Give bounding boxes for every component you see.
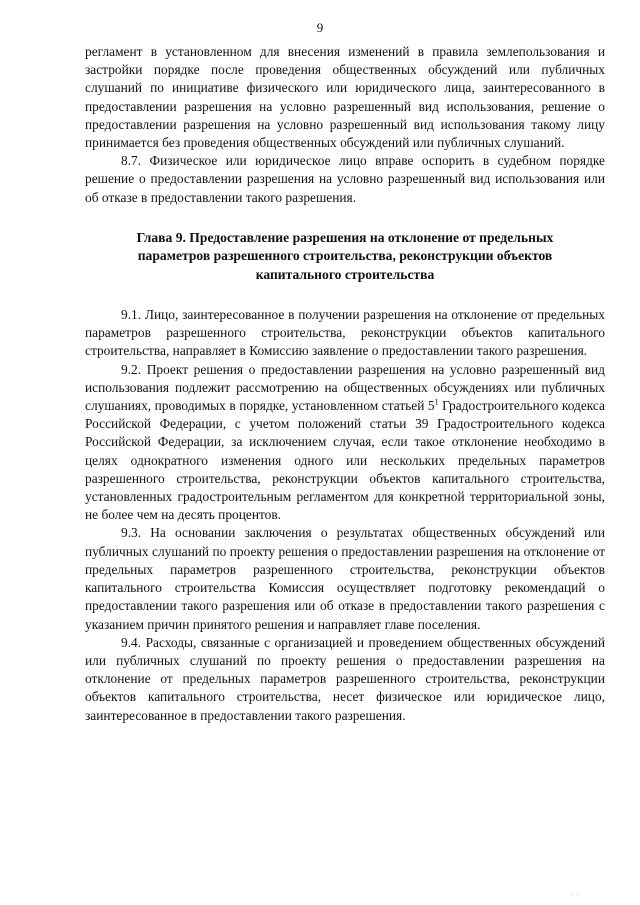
- page-number: 9: [316, 20, 324, 35]
- chapter-heading-line-2: параметров разрешенного строительства, реконструкции объектов: [137, 248, 553, 264]
- paragraph-9-4: 9.4. Расходы, связанные с организацией и проведением общественных обсуждений или публичных слушаний по проекту решения о предоставлении разрешения на отклонение от предельных параметров разрешенного строительства, реконструкции объектов капитального строительства, несет физическое или юридическое лицо, заинтересованное в предоставлении такого разрешения.: [85, 634, 605, 723]
- scan-mark: · ·: [570, 891, 580, 899]
- continuation-paragraph: регламент в установленном для внесения изменений в правила землепользования и застройки порядке после проведения общественных обсуждений или публичных слушаний по инициативе физического или юридического лица, заинтересованного в предоставлении разрешения на условно разрешенный вид использования, решение о предоставлении разрешения на условно разрешенный вид использования такому лицу принимается без проведения общественных обсуждений или публичных слушаний.: [85, 44, 605, 151]
- paragraph-9-2-part-2: Градостроительного кодекса Российской Федерации, с учетом положений статьи 39 Градостроительного кодекса Российской Федерации, за исключением случая, если такое отклонение необходимо в целях однократного изменения одного или нескольких предельных параметров разрешенного строительства, реконструкции объектов капитального строительства, установленных градостроительным регламентом для конкретной территориальной зоны, не более чем на десять процентов.: [85, 398, 605, 523]
- chapter-heading: [85, 229, 605, 284]
- article-superscript: 1: [434, 397, 439, 407]
- chapter-heading-line-3: капитального строительства: [255, 266, 435, 282]
- page-content: [85, 43, 605, 725]
- paragraph-9-3: 9.3. На основании заключения о результатах общественных обсуждений или публичных слушаний по проекту решения о предоставлении разрешения на отклонение от предельных параметров разрешенного строительства, реконструкции объектов капитального строительства Комиссия осуществляет подготовку рекомендаций о предоставлении такого разрешения или об отказе в предоставлении такого разрешения с указанием причин принятого решения и направляет главе поселения.: [85, 525, 605, 632]
- paragraph-9-2-part-1: 9.2. Проект решения о предоставлении разрешения на условно разрешенный вид использования подлежит рассмотрению на общественных обсуждениях или публичных слушаниях, проводимых в порядке, установленном статьей 5: [85, 361, 605, 414]
- chapter-heading-line-1: Глава 9. Предоставление разрешения на отклонение от предельных: [136, 229, 554, 245]
- paragraph-9-2: [85, 361, 605, 525]
- paragraph-8-7: 8.7. Физическое или юридическое лицо вправе оспорить в судебном порядке решение о предоставлении разрешения на условно разрешенный вид использования или об отказе в предоставлении такого разрешения.: [85, 153, 605, 205]
- paragraph-9-1: 9.1. Лицо, заинтересованное в получении разрешения на отклонение от предельных параметров разрешенного строительства, реконструкции объектов капитального строительства, направляет в Комиссию заявление о предоставлении такого разрешения.: [85, 307, 605, 359]
